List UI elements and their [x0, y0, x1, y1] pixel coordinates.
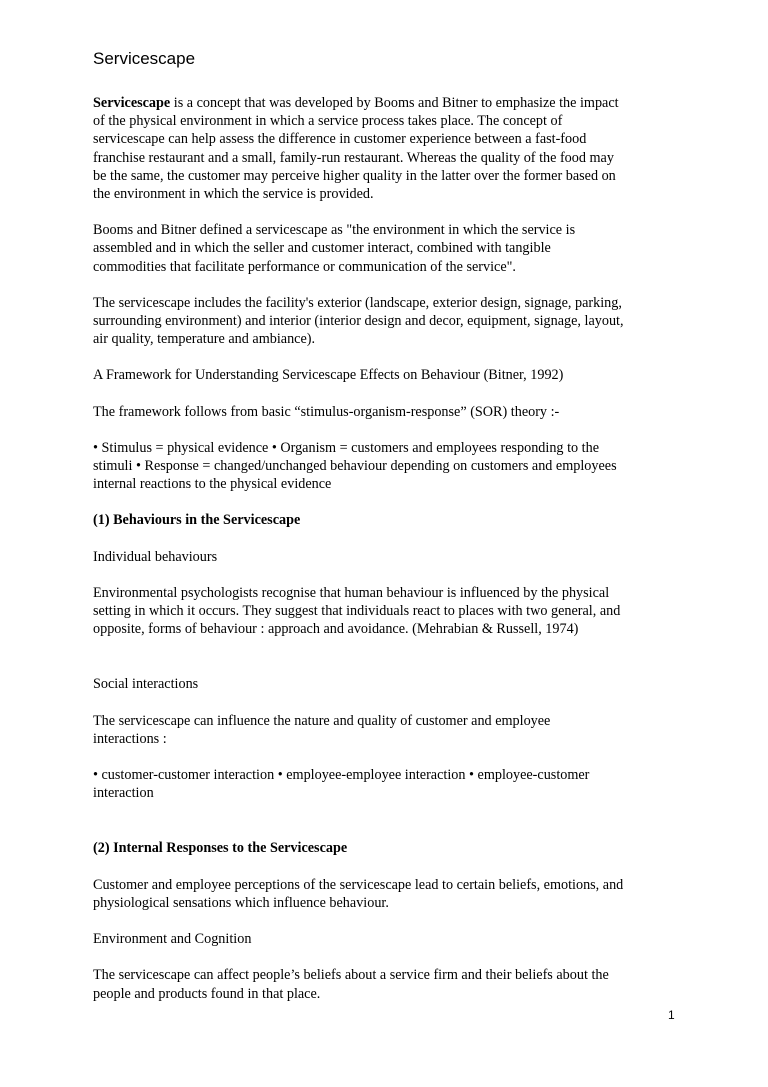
- paragraph-line: stimuli • Response = changed/unchanged behaviour depending on customers and employees: [93, 458, 617, 475]
- paragraph-line: assembled and in which the seller and customer interact, combined with tangible: [93, 240, 551, 257]
- paragraph-line: • Stimulus = physical evidence • Organism = customers and employees responding to the: [93, 439, 599, 456]
- paragraph-line: physiological sensations which influence behaviour.: [93, 894, 389, 911]
- paragraph-line: Customer and employee perceptions of the servicescape lead to certain beliefs, emotions, and: [93, 876, 624, 893]
- paragraph-line: The servicescape includes the facility's exterior (landscape, exterior design, signage, parking,: [93, 294, 622, 311]
- paragraph-line: interaction: [93, 785, 154, 802]
- paragraph-line: A Framework for Understanding Servicescape Effects on Behaviour (Bitner, 1992): [93, 367, 564, 384]
- paragraph-line: internal reactions to the physical evidence: [93, 476, 332, 493]
- page-number: 1: [668, 1008, 675, 1022]
- section-heading: (2) Internal Responses to the Servicescape: [93, 840, 348, 857]
- paragraph-line: of the physical environment in which a service process takes place. The concept of: [93, 113, 563, 130]
- body-text: [93, 94, 683, 1003]
- paragraph-line: The framework follows from basic “stimulus-organism-response” (SOR) theory :-: [93, 403, 560, 420]
- bold-term: Servicescape: [93, 95, 171, 111]
- paragraph-line: servicescape can help assess the difference in customer experience between a fast-food: [93, 131, 587, 148]
- paragraph-line: Booms and Bitner defined a servicescape as "the environment in which the service is: [93, 222, 576, 239]
- paragraph-line: Environmental psychologists recognise that human behaviour is influenced by the physical: [93, 584, 610, 601]
- paragraph-line: Social interactions: [93, 676, 199, 693]
- paragraph-line: The servicescape can influence the nature and quality of customer and employee: [93, 712, 551, 729]
- paragraph-line: interactions :: [93, 730, 167, 747]
- paragraph-line: air quality, temperature and ambiance).: [93, 331, 316, 348]
- paragraph-line: people and products found in that place.: [93, 985, 321, 1002]
- paragraph-line: commodities that facilitate performance or communication of the service".: [93, 258, 516, 275]
- paragraph-line: Servicescape is a concept that was developed by Booms and Bitner to emphasize the impact: [93, 95, 619, 111]
- paragraph-line: opposite, forms of behaviour : approach and avoidance. (Mehrabian & Russell, 1974): [93, 621, 579, 638]
- page-title: Servicescape: [93, 49, 196, 68]
- section-heading: (1) Behaviours in the Servicescape: [93, 512, 301, 529]
- paragraph-line: Environment and Cognition: [93, 931, 252, 948]
- paragraph-line: Individual behaviours: [93, 548, 218, 565]
- paragraph-line: The servicescape can affect people’s beliefs about a service firm and their beliefs about the: [93, 967, 609, 984]
- paragraph-line: be the same, the customer may perceive higher quality in the latter over the former based on: [93, 167, 616, 184]
- paragraph-line: setting in which it occurs. They suggest that individuals react to places with two general, and: [93, 603, 621, 620]
- paragraph-line: surrounding environment) and interior (interior design and decor, equipment, signage, layout,: [93, 313, 624, 330]
- paragraph-line: • customer-customer interaction • employee-employee interaction • employee-customer: [93, 767, 590, 784]
- paragraph-line: the environment in which the service is provided.: [93, 186, 374, 203]
- paragraph-line: franchise restaurant and a small, family-run restaurant. Whereas the quality of the food may: [93, 149, 614, 166]
